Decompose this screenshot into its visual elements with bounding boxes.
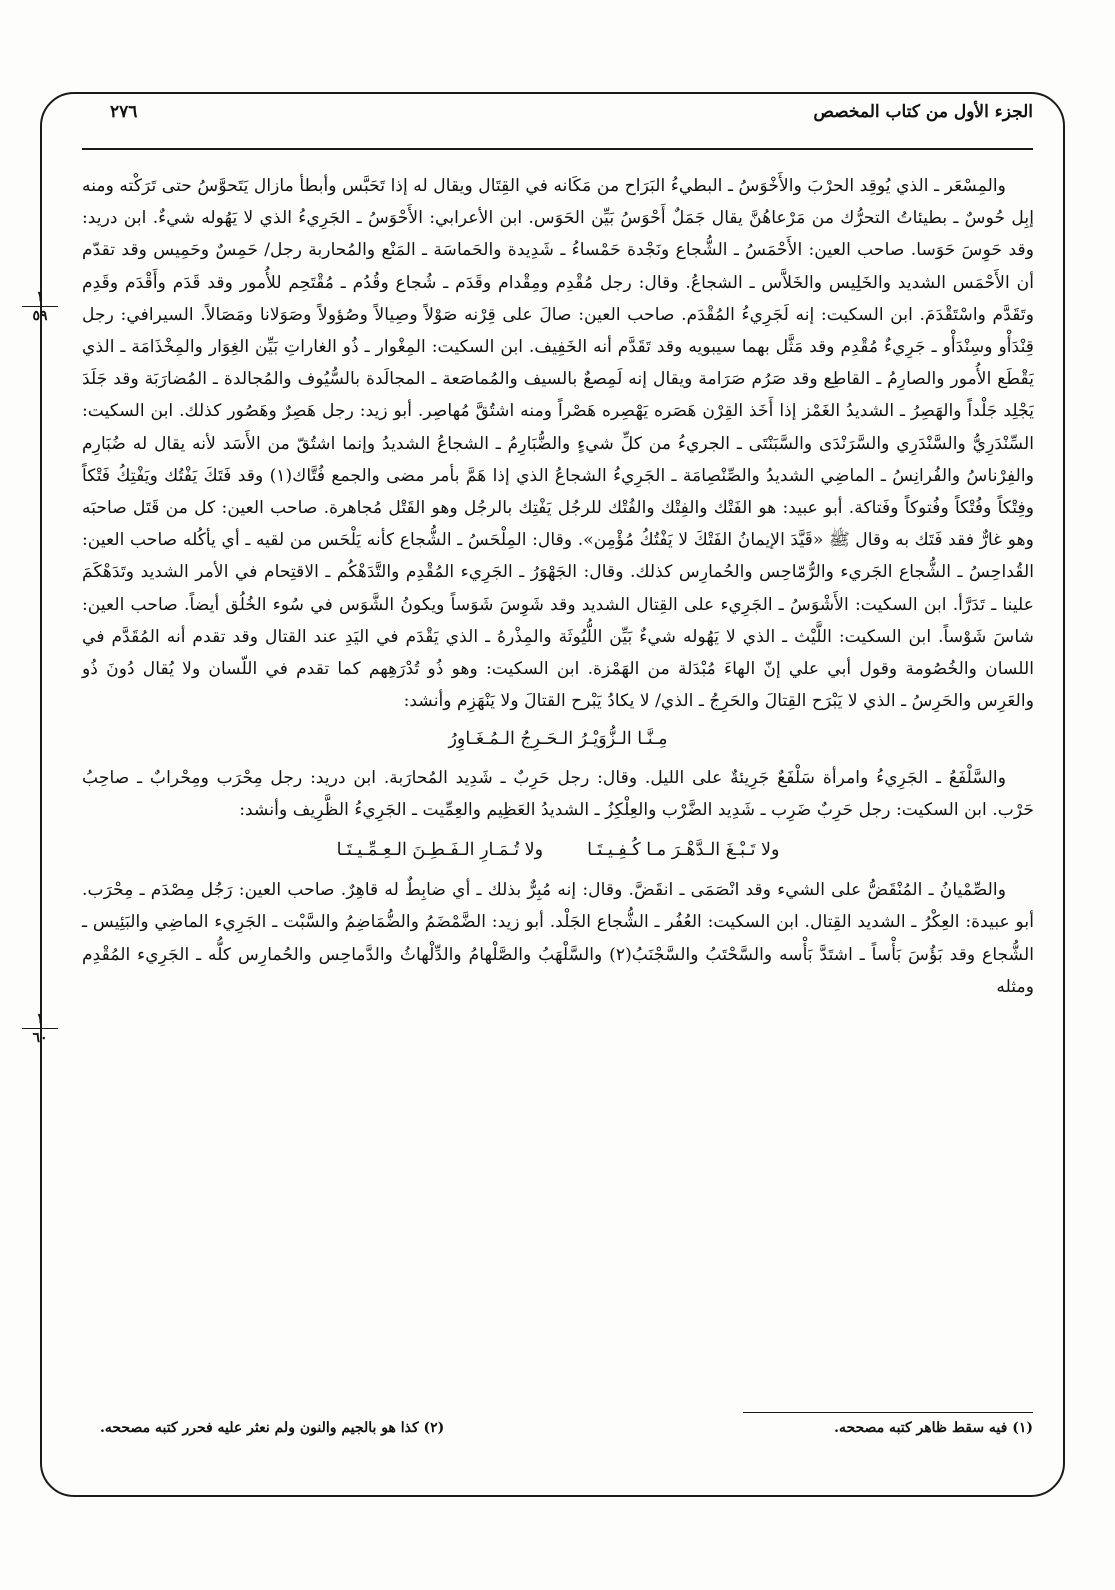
page-number: ٢٧٦ [110, 102, 138, 122]
margin-folio-mark [22, 1012, 58, 1045]
footnote-rule [743, 1412, 1033, 1413]
margin-mark-denominator: ٥٩ [32, 308, 48, 324]
main-text [82, 170, 1034, 1003]
footnote-1: (١) فيه سقط ظاهر كتبه مصححه. [834, 1420, 1033, 1436]
footnote-2: (٢) كذا هو بالجيم والنون ولم نعثر عليه فحرر كتبه مصححه. [100, 1420, 445, 1436]
body-paragraph: والسَّلْفَعُ ـ الجَرِيءُ وامرأة سَلْفَعٌ جَرِيئةٌ على الليل. وقال: رجل حَرِبٌ ـ شَدِيد المُحارَبة. ابن دريد: رجل مِحْرَب ومِحْرابٌ ـ صاحِبُ حَرْب. ابن السكيت: رجل حَرِبٌ ضَرِب ـ شَدِيد الضَّرْب والعِلْكِزُ ـ الشديدُ العَظِيم والعِمِّيت ـ الجَرِيءُ الظَّرِيف وأنشد: [82, 767, 1034, 820]
running-head [110, 102, 1033, 142]
verse-couplet [82, 834, 1034, 866]
body-paragraph: والصِّمْيانُ ـ المُنْقَضُّ على الشيء وقد انْصَمَى ـ انقَضَّ. وقال: إنه مُبِرٌّ بذلك ـ أي ضابِطٌ له قاهِرٌ. صاحب العين: رَجُل مِصْدَم ـ مِحْرَب. أبو عبيدة: العِكْرُ ـ الشديد القِتال. ابن السكيت: العُفُر ـ الشُّجاع الجَلْد. أبو زيد: الضَّمْضَمُ والضُّمَاضِمُ والسَّبْت ـ الجَرِيء الماضِي والبَئِيس ـ الشُّجاع وقد بَؤُسَ بَأْساً ـ اشتَدَّ بَأْسه والسَّحْتَبُ والسَّجْنَبُ(٢) والسَّلْهَبُ والصَّلْهامُ والدِّلْهاثُ والدَّماحِس والحُمارِس كلُّه ـ الجَرِيء المُقْدِم ومثله [82, 880, 1034, 997]
margin-folio-mark [22, 290, 58, 323]
footnotes [100, 1420, 1033, 1436]
margin-mark-numerator: ١ [22, 1012, 58, 1029]
verse-hemistich-left: ولا تُـمَـارِ الـفَـطِـنَ الـعِـمِّـيـتَـا [336, 840, 544, 861]
verse-hemistich-right: ولا تَـبْـغَ الـدَّهْـرَ مـا كُـفِـيـتَـا [587, 840, 780, 861]
margin-mark-denominator: ٦٠ [32, 1030, 48, 1046]
margin-mark-numerator: ١ [22, 290, 58, 307]
body-paragraph: والمِسْعَر ـ الذي يُوقِد الحرْبَ والأَخْوَسُ ـ البطيءُ البَرَاح من مَكَانه في القِتَال ويقال له إذا تَحَبَّس وأبطأ مازال يَتَحوَّسُ حتى تَرَكْته ومنه إبِل حُوسٌ ـ بطيئاتُ التحرُّك من مَرْعاهُنَّ يقال جَمَلٌ أَحْوَسُ بَيِّن الحَوَس. ابن الأعرابي: الأَحْوَسُ ـ الجَرِيءُ الذي لا يَهُوله شيءٌ. ابن دريد: وقد حَوِسَ حَوَسا. صاحب العين: الأَحْمَسُ ـ الشُّجاع ونَجْدة حَمْساءُ ـ شَدِيدة والحَماسَة ـ المَنْع والمُحاربة رجل/ حَمِسٌ وحَمِيس وقد تقدّم أن الأَحْمَس الشديد والخَلِيس والخَلاَّس ـ الشجاعُ. وقال: رجل مُقْدِم ومِقْدام وقَدَم ـ شُجاع وقُدُم ـ مُقْتَحِم للأُمور وقد قَدَم وأَقْدَم وقَدِم وتَقَدَّم واسْتَقْدَمَ. ابن السكيت: إنه لَجَرِيءُ المُقْدَم. صاحب العين: صالَ على قِرْنه صَوْلاً وصِيالاً وصُؤولاً وصَوَلانا ومَصَالاً. السيرافي: رجل قِنْدَأْو وسِنْدَأْو ـ جَرِيءٌ مُقْدِم وقد مَثَّل بهما سيبويه وقد تَقَدَّم أنه الخَفِيف. ابن السكيت: المِغْوار ـ ذُو الغاراتِ بَيِّن الغِوَار والمِخْذَامَة ـ الذي يَقْطَع الأُمور والصارِمُ ـ القاطِع وقد صَرُم صَرَامة ويقال إنه لَمِصعٌ بالسيف والمُماصَعة ـ المجالَدة بالسُّيُوف والمُجالدة ـ المُضارَبَة وقد جَلَدَ يَجْلِد جَلْداً والهَصِرُ ـ الشديدُ الغَمْز إذا أَخَذ القِرْن هَصَره يَهْصِره هَصْراً ومنه اشتُقَّ مُهاصِر. أبو زيد: رجل هَصِرٌ وهَصُور كذلك. ابن السكيت: السِّنْدَرِيُّ والسَّنْدَرِي والسَّرَنْدَى والسَّبَنْتَى ـ الجريءُ من كلِّ شيءٍ والضُّبَارِمُ ـ الشجاعُ الشديدُ وإنما اشتُقّ من الأَسَد لأنه يقال له ضُبَارِم والفِرْناسُ والفُرانِسُ ـ الماضِي الشديدُ والصِّنْصِامَة ـ الجَرِيءُ الشجاعُ الذي إذا هَمَّ بأمر مضى والجمع فُتَّاك(١) وقد فَتَكَ يَفْتُك ويَفْتِكُ فَتْكاً وفِتْكاً وفُتْكاً وفُتوكاً وفَتاكة. أبو عبيد: هو الفَتْك والفِتْك والفُتْك للرجُل يَفْتِك بالرجُل وهو القَتْل مُجاهرة. صاحب العين: كل من قَتَل صاحبَه وهو غارٌّ فقد فَتَك به وقال ﷺ «قَيَّدَ الإيمانُ الفَتْكَ لا يَفْتُكُ مُؤْمِن». وقال: المِلْحَسُ ـ الشُّجاع كأنه يَلْحَس من لقيه ـ أي يأكُله صاحب العين: القُداحِسُ ـ الشُّجاع الجَريء والرُّمّاحِس والحُمارِس كذلك. وقال: الجَهْوَرُ ـ الجَرِيء المُقْدِم والتَّدَهْكُم ـ الاقتِحام في الأمر الشديد وتَدَهْكَمَ علينا ـ تَدَرَّأ. ابن السكيت: الأَشْوَسُ ـ الجَرِيء على القِتال الشديد وقد شَوِسَ شَوَساً ويكونُ الشَّوَس في سُوء الخُلُق أيضاً. صاحب العين: شاسَ شَوْساً. ابن السكيت: اللَّيْث ـ الذي لا يَهُوله شيءٌ بَيِّن اللُّيُوثَة والمِذْرهُ ـ الذي يَقْدَم في اليَدِ عند القتال وقد تقدم أنه المُقَدَّم في اللسان والخُصُومة وقول أبي علي إنّ الهاءَ مُبْدَلة من الهَمْزة. ابن السكيت: وهو ذُو تُدْرَهِهم كما تقدم في اللّسان ولا يُقال دُونَ ذُو والعَرِس والحَرِسُ ـ الذي لا يَبْرَح القِتالَ والحَرِجُ ـ الذي/ لا يكادُ يَبْرح القتالَ ولا يَنْهَزِم وأنشد: [82, 176, 1034, 712]
verse-line: مِـنَّـا الـزُّوَيْـرُ الـحَـرِجُ الـمُـغَـاوِرُ [448, 729, 668, 750]
running-head-title: الجزء الأول من كتاب المخصص [813, 102, 1033, 122]
header-rule [82, 148, 1033, 150]
